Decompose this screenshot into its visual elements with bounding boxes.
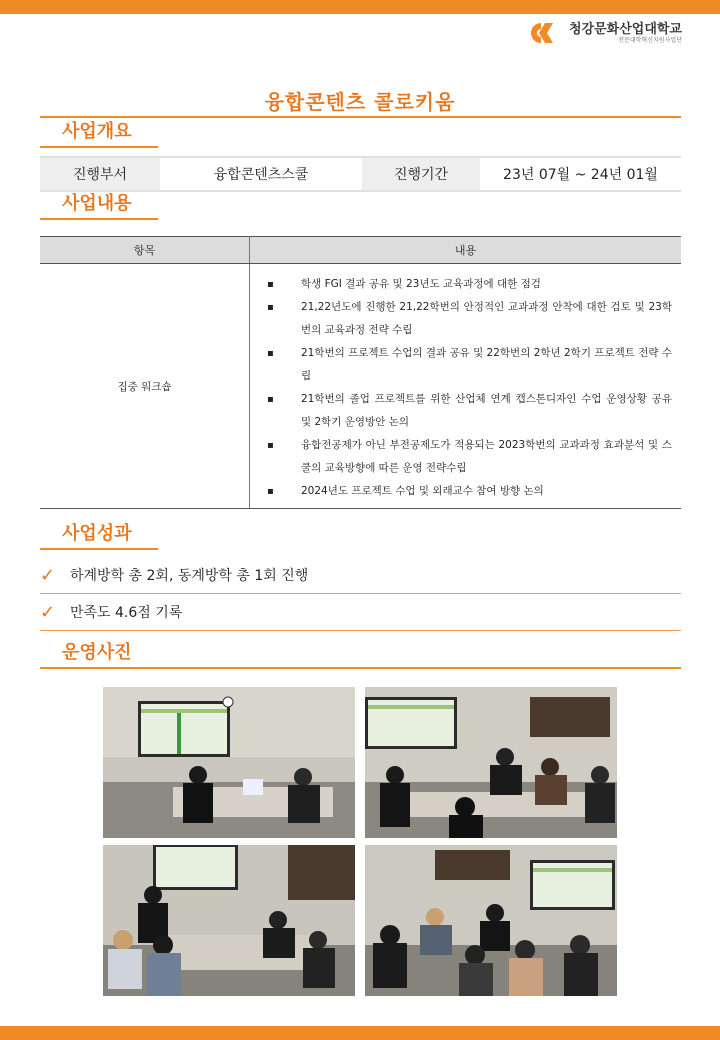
bottom-accent-bar bbox=[0, 1026, 720, 1040]
row-label: 집중 워크숍 bbox=[40, 264, 250, 509]
page-title: 융합콘텐츠 콜로키움 bbox=[264, 90, 456, 114]
list-item: ▪ 2024년도 프로젝트 수업 및 외래교수 참여 방향 논의 bbox=[267, 480, 672, 503]
logo-name: 청강문화산업대학교 bbox=[568, 21, 682, 37]
list-item: ▪ 학생 FGI 결과 공유 및 23년도 교육과정에 대한 점검 bbox=[267, 273, 672, 296]
check-icon: ✓ bbox=[40, 601, 56, 623]
section-overview bbox=[40, 118, 158, 148]
header-item: 항목 bbox=[40, 237, 250, 264]
result-text: 하계방학 총 2회, 동계방학 총 1회 진행 bbox=[70, 568, 309, 584]
list-item: ▪ 21,22년도에 진행한 21,22학번의 안정적인 교과과정 안착에 대한 검토 및 23학번의 교육과정 전략 수립 bbox=[267, 296, 672, 342]
content-table bbox=[40, 236, 681, 509]
bullet-list bbox=[251, 265, 680, 507]
top-accent-bar bbox=[0, 0, 720, 14]
section-underline bbox=[40, 667, 681, 669]
workshop-photo bbox=[103, 845, 355, 996]
result-item bbox=[40, 594, 681, 631]
list-item: ▪ 21학번의 졸업 프로젝트를 위한 산업체 연계 캡스톤디자인 수업 운영상황 공유 및 2학기 운영방안 논의 bbox=[267, 388, 672, 434]
period-value: 23년 07월 ~ 24년 01월 bbox=[503, 167, 658, 183]
result-item bbox=[40, 557, 681, 594]
section-content bbox=[40, 190, 158, 220]
university-logo bbox=[527, 20, 682, 46]
section-title-content: 사업내용 bbox=[62, 193, 132, 214]
section-title-photos: 운영사진 bbox=[62, 642, 132, 663]
check-icon: ✓ bbox=[40, 564, 56, 586]
dept-label: 진행부서 bbox=[40, 158, 160, 190]
result-text: 만족도 4.6점 기록 bbox=[70, 605, 183, 621]
table-row bbox=[40, 264, 681, 509]
list-item: ▪ 융합전공제가 아닌 부전공제도가 적용되는 2023학번의 교과과정 효과분석 및 스쿨의 교육방향에 따른 운영 전략수립 bbox=[267, 434, 672, 480]
list-item: ▪ 21학번의 프로젝트 수업의 결과 공유 및 22학번의 2학년 2학기 프로젝트 전략 수립 bbox=[267, 342, 672, 388]
section-underline bbox=[40, 548, 158, 550]
section-photos bbox=[40, 639, 681, 669]
section-underline bbox=[40, 218, 158, 220]
workshop-photo bbox=[365, 845, 617, 996]
logo-subtitle: 전문대학혁신지원사업단 bbox=[618, 36, 682, 44]
row-content bbox=[250, 264, 682, 509]
section-title-results: 사업성과 bbox=[62, 523, 132, 544]
logo-mark-icon bbox=[527, 20, 563, 46]
workshop-photo bbox=[103, 687, 355, 838]
section-underline bbox=[40, 146, 158, 148]
info-table bbox=[40, 156, 681, 192]
section-title-overview: 사업개요 bbox=[62, 121, 132, 142]
header-content: 내용 bbox=[250, 237, 682, 264]
section-results bbox=[40, 520, 158, 550]
dept-value: 융합콘텐츠스쿨 bbox=[213, 167, 309, 183]
workshop-photo bbox=[365, 687, 617, 838]
period-label: 진행기간 bbox=[362, 158, 480, 190]
